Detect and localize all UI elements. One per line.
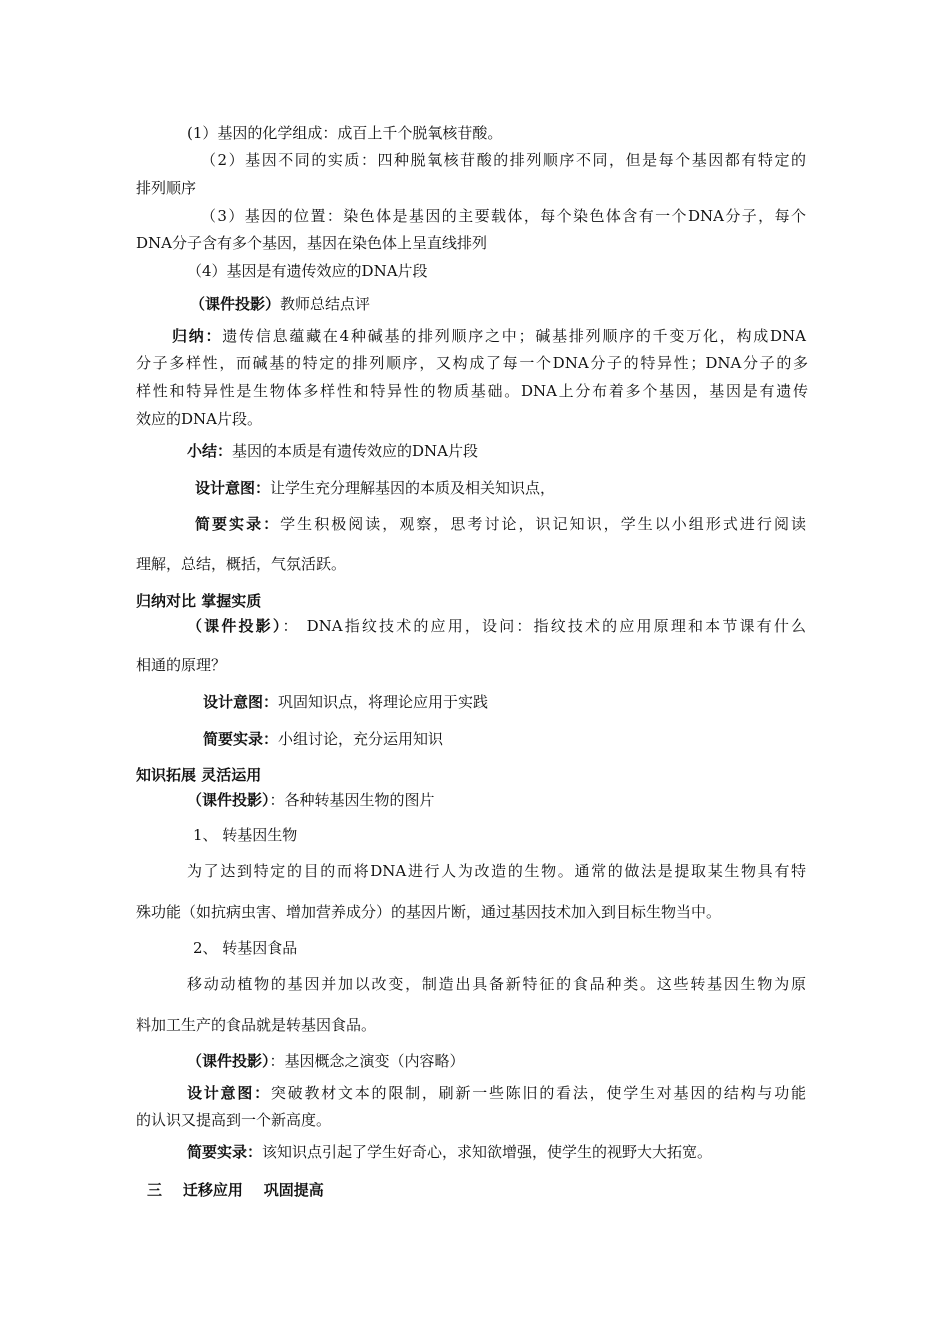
brief-summary-text: 基因的本质是有遗传效应的DNA片段 <box>232 442 479 460</box>
record-label: 简要实录： <box>203 730 279 748</box>
summary-line-1 <box>172 326 806 346</box>
paragraph-gene-location-line1: （3）基因的位置：染色体是基因的主要载体，每个染色体含有一个DNA分子，每个 <box>201 207 806 225</box>
projection-label: （课件投影） <box>187 617 283 635</box>
list-item-gmo-line2: 殊功能（如抗病虫害、增加营养成分）的基因片断，通过基因技术加入到目标生物当中。 <box>136 903 722 921</box>
design-intent-3-line1 <box>187 1083 806 1103</box>
section-heading-extension: 知识拓展 灵活运用 <box>136 766 262 784</box>
record-text: 小组讨论，充分运用知识 <box>278 730 444 748</box>
projection-text: ：基因概念之演变（内容略） <box>269 1052 465 1070</box>
record-2 <box>203 729 443 749</box>
projection-text: 教师总结点评 <box>280 295 371 313</box>
record-label: 简要实录： <box>187 1143 263 1161</box>
design-intent-3-line2: 的认识又提高到一个新高度。 <box>136 1111 332 1129</box>
projection-line-4 <box>187 1051 465 1071</box>
projection-line-1 <box>190 294 370 314</box>
list-item-gm-food-line2: 料加工生产的食品就是转基因食品。 <box>136 1016 377 1034</box>
record-label: 简要实录： <box>195 515 281 533</box>
summary-line-2: 分子多样性，而碱基的特定的排列顺序，又构成了每一个DNA分子的特异性；DNA分子的多 <box>136 354 808 372</box>
summary-line-3: 样性和特异性是生物体多样性和特异性的物质基础。DNA上分布着多个基因，基因是有遗传 <box>136 382 808 400</box>
brief-summary <box>187 441 478 461</box>
record-text: 学生积极阅读，观察，思考讨论，识记知识，学生以小组形式进行阅读 <box>280 515 806 533</box>
summary-line-4: 效应的DNA片段。 <box>136 410 262 428</box>
record-1-line1 <box>195 514 806 534</box>
paragraph-gene-composition: (1）基因的化学组成：成百上千个脱氧核苷酸。 <box>187 124 503 142</box>
projection-text: ：各种转基因生物的图片 <box>269 791 435 809</box>
section-heading-compare: 归纳对比 掌握实质 <box>136 592 262 610</box>
projection-text: ： DNA指纹技术的应用，设问：指纹技术的应用原理和本节课有什么 <box>282 617 806 635</box>
design-intent-label: 设计意图： <box>187 1084 271 1102</box>
list-item-gm-food-line1: 移动动植物的基因并加以改变，制造出具备新特征的食品种类。这些转基因生物为原 <box>187 975 806 993</box>
projection-line-2 <box>187 616 806 636</box>
summary-label: 归纳： <box>172 327 223 345</box>
projection-label: （课件投影） <box>187 791 270 809</box>
record-text: 该知识点引起了学生好奇心，求知欲增强，使学生的视野大大拓宽。 <box>262 1143 713 1161</box>
projection-line-3 <box>187 790 435 810</box>
list-item-gm-food-heading: 2、 转基因食品 <box>193 939 298 957</box>
paragraph-gene-location-line2: DNA分子含有多个基因，基因在染色体上呈直线排列 <box>136 234 487 252</box>
paragraph-gene-essence-line2: 排列顺序 <box>136 179 197 197</box>
design-intent-text: 巩固知识点，将理论应用于实践 <box>278 693 489 711</box>
list-item-gmo-heading: 1、 转基因生物 <box>193 826 298 844</box>
design-intent-text: 让学生充分理解基因的本质及相关知识点， <box>270 479 556 497</box>
section-heading-application: 三 迁移应用 巩固提高 <box>147 1181 324 1199</box>
summary-text-1: 遗传信息蕴藏在4种碱基的排列顺序之中；碱基排列顺序的千变万化，构成DNA <box>222 327 806 345</box>
projection-label: （课件投影） <box>187 1052 270 1070</box>
list-item-gmo-line1: 为了达到特定的目的而将DNA进行人为改造的生物。通常的做法是提取某生物具有特 <box>187 862 806 880</box>
brief-summary-label: 小结： <box>187 442 233 460</box>
design-intent-2 <box>203 692 488 712</box>
record-3 <box>187 1142 712 1162</box>
design-intent-label: 设计意图： <box>203 693 279 711</box>
paragraph-gene-essence-line1: （2）基因不同的实质：四种脱氧核苷酸的排列顺序不同，但是每个基因都有特定的 <box>201 151 806 169</box>
design-intent-label: 设计意图： <box>195 479 271 497</box>
paragraph-gene-dna-segment: （4）基因是有遗传效应的DNA片段 <box>187 262 428 280</box>
record-1-line2: 理解，总结，概括，气氛活跃。 <box>136 555 347 573</box>
design-intent-text: 突破教材文本的限制，刷新一些陈旧的看法，使学生对基因的结构与功能 <box>270 1084 806 1102</box>
projection-line-2b: 相通的原理？ <box>136 656 227 674</box>
projection-label: （课件投影） <box>190 295 281 313</box>
design-intent-1 <box>195 478 555 498</box>
